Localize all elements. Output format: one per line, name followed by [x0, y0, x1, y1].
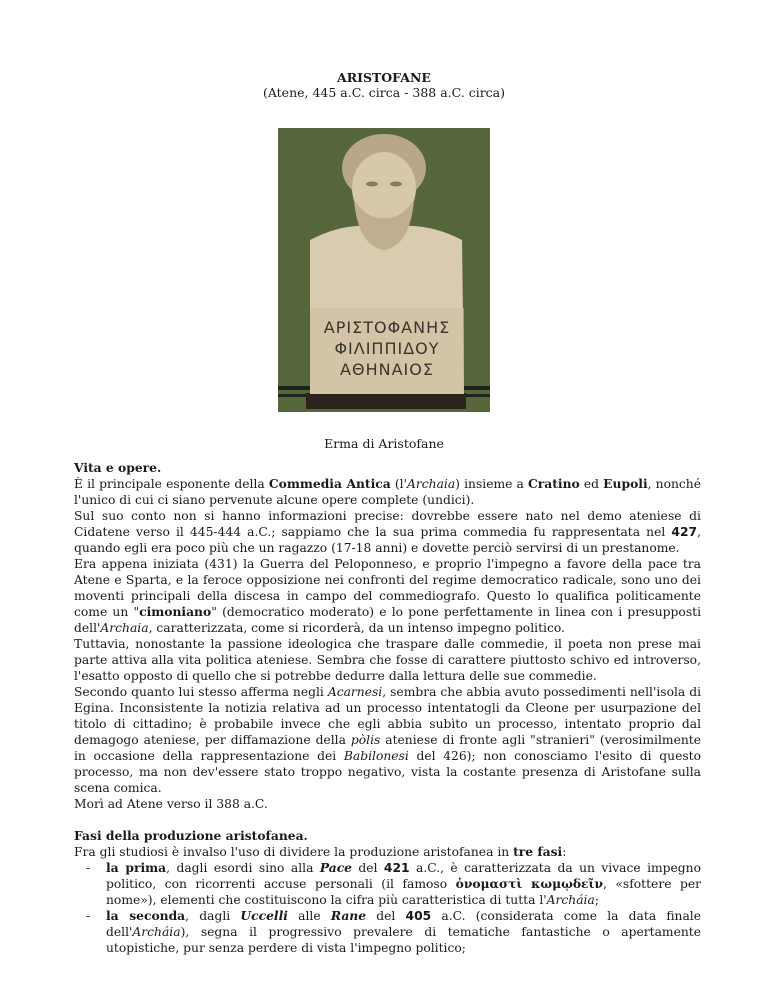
text: alle: [287, 909, 331, 923]
term: Archáia: [132, 925, 181, 939]
figure-caption: Erma di Aristofane: [324, 436, 444, 451]
inscription-line: ΑΘΗΝΑΙΟΣ: [340, 360, 434, 379]
term: la seconda: [106, 908, 186, 923]
text: , nonché l'unico di cui ci siano pervenute alcune opere complete (undici).: [74, 477, 701, 507]
text: , caratterizzata, come si ricorderà, da un intenso impegno politico.: [148, 621, 565, 635]
text: , quando egli era poco più che un ragazzo (17-18 anni) e dovette perciò servirsi di un prestanome.: [74, 525, 701, 555]
herm-bust-illustration: [278, 128, 490, 412]
text: Sul suo conto non si hanno informazioni precise: dovrebbe essere nato nel demo ateniese di Cidatene verso il 445-444 a.C.; sappiamo che la sua prima commedia fu rappresentata nel: [74, 509, 701, 539]
year: 427: [671, 525, 698, 539]
paragraph: [74, 844, 701, 860]
paragraph: [74, 476, 701, 508]
term: Archáia: [546, 893, 595, 907]
document-body: [74, 460, 701, 956]
text: ;: [594, 893, 599, 907]
inscription-line: ΑΡΙΣΤΟΦΑΝΗΣ: [323, 318, 451, 337]
eye: [366, 182, 378, 187]
text: ), segna il progressivo prevalere di tematiche fantastiche o apertamente utopistiche, pur senza perdere di vista l'impegno politico;: [106, 925, 701, 955]
text: del: [352, 861, 384, 875]
text: Secondo quanto lui stesso afferma negli: [74, 685, 328, 699]
text: (l': [390, 477, 407, 491]
text: , sembra che abbia avuto possedimenti nell'isola di Egina. Inconsistente la notizia relativa ad un processo intentatogli da Cleone per usurpazione del titolo di cittadino; è probabile invece che egli abbia subìto un processo, intentato proprio dal demagogo ateniese, per diffamazione della: [74, 685, 702, 747]
term: Cratino: [528, 476, 580, 491]
text: , dagli esordi sino alla: [166, 861, 320, 875]
term: cimoniano: [139, 604, 212, 619]
paragraph: Morì ad Atene verso il 388 a.C.: [74, 797, 268, 811]
work-title: Pace: [319, 860, 353, 875]
eye: [390, 182, 402, 187]
paragraph: [74, 684, 701, 796]
term: pòlis: [350, 733, 381, 747]
text: del 426); non conosciamo l'esito di questo processo, ma non dev'essere stato troppo negativo, vista la costante presenza di Aristofane sulla scena comica.: [74, 749, 702, 795]
section-heading-fasi: Fasi della produzione aristofanea.: [74, 828, 308, 843]
term: Eupoli: [603, 476, 648, 491]
year: 421: [383, 861, 410, 875]
work-title: Rane: [330, 908, 367, 923]
spacer: [74, 812, 701, 828]
section-heading-vita: Vita e opere.: [74, 460, 162, 475]
greek-phrase: ὀνομαστὶ κωμῳδεῖν: [455, 876, 603, 891]
phases-list: [74, 860, 701, 956]
term: Archaia: [407, 477, 456, 491]
text: Era appena iniziata (431) la Guerra del Peloponneso, e proprio l'impegno a favore della pace tra Atene e Sparta, e la feroce opposizione nei confronti del regime democratico radicale, sono uno dei moventi principali della discesa in campo del commediografo. Questo lo qualifica politicamente come un ": [74, 557, 701, 619]
list-item-phase-1: [74, 860, 701, 908]
text: " (democratico moderato) e lo pone perfettamente in linea con i presupposti dell': [74, 605, 701, 635]
list-item-phase-2: [74, 908, 701, 956]
text: a.C., è caratterizzata da un vivace impegno politico, con ricorrenti accuse personali (il famoso: [106, 861, 702, 891]
text: Fra gli studiosi è invalso l'uso di dividere la produzione aristofanea in: [74, 845, 514, 859]
text: :: [562, 845, 567, 859]
document-title: ARISTOFANE: [337, 70, 431, 85]
bullet-dash: -: [86, 909, 91, 923]
text: ateniese di fronte agli "stranieri" (verosimilmente in occasione della rappresentazione dei: [74, 733, 701, 763]
text: ) insieme a: [455, 477, 528, 491]
year: 405: [405, 909, 432, 923]
work-title: Uccelli: [240, 908, 288, 923]
text: È il principale esponente della: [74, 477, 269, 491]
term: Commedia Antica: [268, 476, 391, 491]
term: la prima: [106, 860, 167, 875]
work-title: Acarnesi: [327, 685, 383, 699]
inscription-line: ΦΙΛΙΠΠΙΔΟΥ: [334, 339, 440, 358]
text: , dagli: [185, 909, 241, 923]
text: a.C. (considerata come la data finale dell': [106, 909, 702, 939]
term: tre fasi: [513, 844, 563, 859]
text: ed: [579, 477, 604, 491]
bust-image: [278, 128, 490, 412]
paragraph: [74, 556, 701, 636]
paragraph: [74, 508, 701, 556]
bullet-dash: -: [86, 861, 91, 875]
document-subtitle: (Atene, 445 a.C. circa - 388 a.C. circa): [262, 85, 506, 100]
text: del: [366, 909, 406, 923]
work-title: Babilonesi: [343, 749, 409, 763]
paragraph: Tuttavia, nonostante la passione ideologica che traspare dalle commedie, il poeta non prese mai parte attiva alla vita politica ateniese. Sembra che fosse di carattere piuttosto schivo ed introverso, l'esatto opposto di quello che si potrebbe dedurre dalla lettura delle sue commedie.: [74, 637, 701, 683]
pedestal: [306, 393, 466, 409]
text: , «sfottere per nome»), elementi che costituiscono la cifra più caratteristica di tutta l': [106, 877, 702, 907]
term: Archaia: [100, 621, 149, 635]
